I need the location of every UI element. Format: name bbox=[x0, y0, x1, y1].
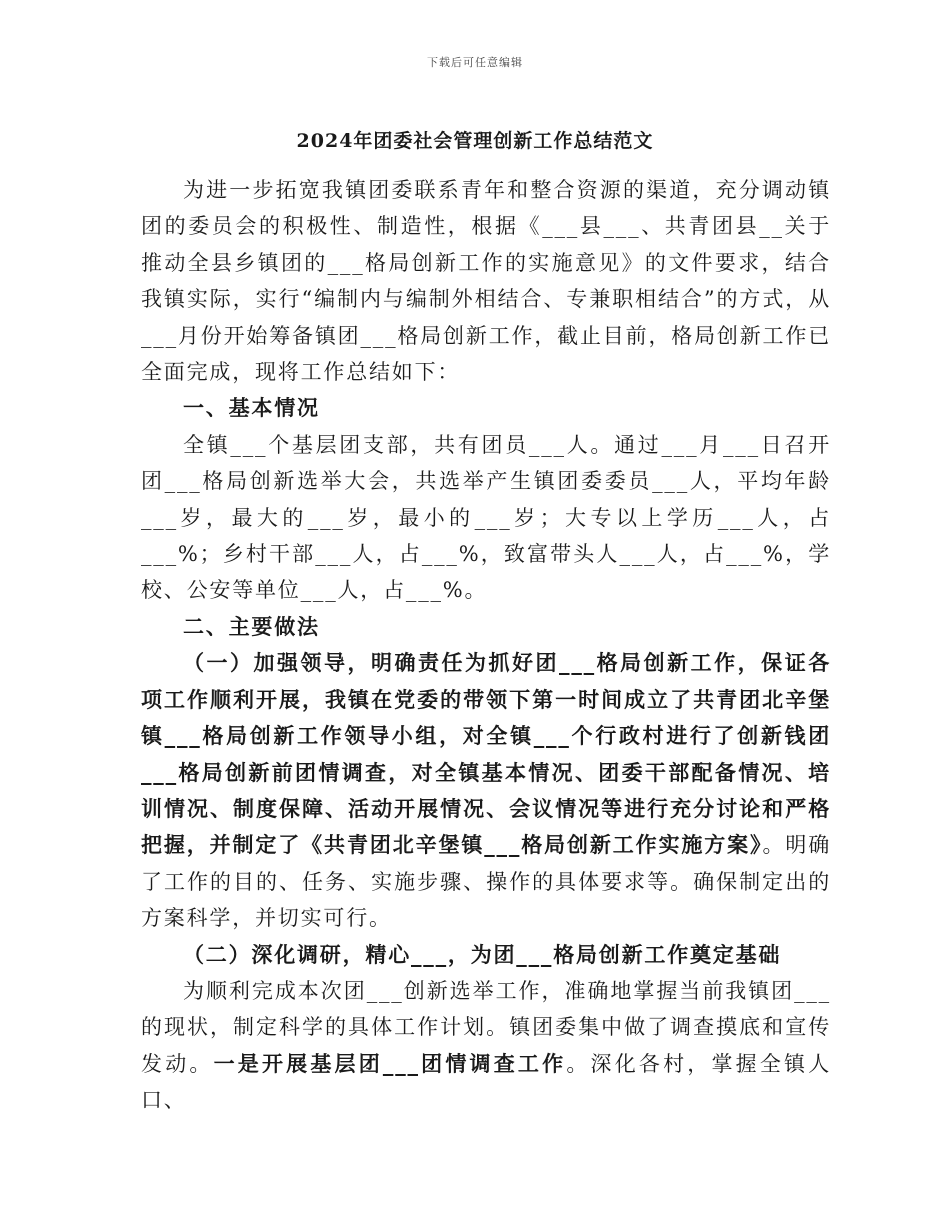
research-paragraph bbox=[141, 973, 831, 1119]
research-text-a: 为顺利完成本次团___创新选举工作，准确地掌握当前我镇团___的现状，制定科学的具体工作计划。镇团委集中做了调查摸底和宣传发动。 bbox=[141, 978, 831, 1076]
subsection-heading-research: （二）深化调研，精心___，为团___格局创新工作奠定基础 bbox=[183, 941, 782, 967]
document-title: 2024年团委社会管理创新工作总结范文 bbox=[296, 130, 654, 152]
basic-info-paragraph: 全镇___个基层团支部，共有团员___人。通过___月___日召开团___格局创新选举大会，共选举产生镇团委委员___人，平均年龄___岁，最大的___岁，最小的___岁；大专以上学历___人，占___%；乡村干部___人，占___%，致富带头人___人，占___%，学校、公安等单位___人，占___%。 bbox=[141, 432, 831, 603]
intro-paragraph: 为进一步拓宽我镇团委联系青年和整合资源的渠道，充分调动镇团的委员会的积极性、制造性，根据《___县___、共青团县__关于推动全县乡镇团的___格局创新工作的实施意见》的文件要求，结合我镇实际，实行“编制内与编制外相结合、专兼职相结合”的方式，从___月份开始筹备镇团___格局创新工作，截止目前，格局创新工作已全面完成，现将工作总结如下： bbox=[141, 178, 831, 385]
leadership-text: 。明确了工作的目的、任务、实施步骤、操作的具体要求等。确保制定出的方案科学，并切实可行。 bbox=[141, 833, 832, 931]
research-bold-text: 一是开展基层团___团情调查工作 bbox=[213, 1050, 567, 1076]
section-heading-basic: 一、基本情况 bbox=[183, 395, 320, 421]
document-body bbox=[141, 172, 831, 1119]
leadership-paragraph bbox=[141, 645, 831, 936]
section-heading-methods: 二、主要做法 bbox=[183, 613, 320, 639]
header-note: 下载后可任意编辑 bbox=[427, 56, 523, 69]
leadership-bold-text: （一）加强领导，明确责任为抓好团___格局创新工作，保证各项工作顺利开展，我镇在党委的带领下第一时间成立了共青团北辛堡镇___格局创新工作领导小组，对全镇___个行政村进行了创新钱团___格局创新前团情调查，对全镇基本情况、团委干部配备情况、培训情况、制度保障、活动开展情况、会议情况等进行充分讨论和严格把握，并制定了《共青团北辛堡镇___格局创新工作实施方案》 bbox=[141, 650, 831, 858]
research-text-b: 。深化各村，掌握全镇人口、 bbox=[141, 1051, 831, 1113]
